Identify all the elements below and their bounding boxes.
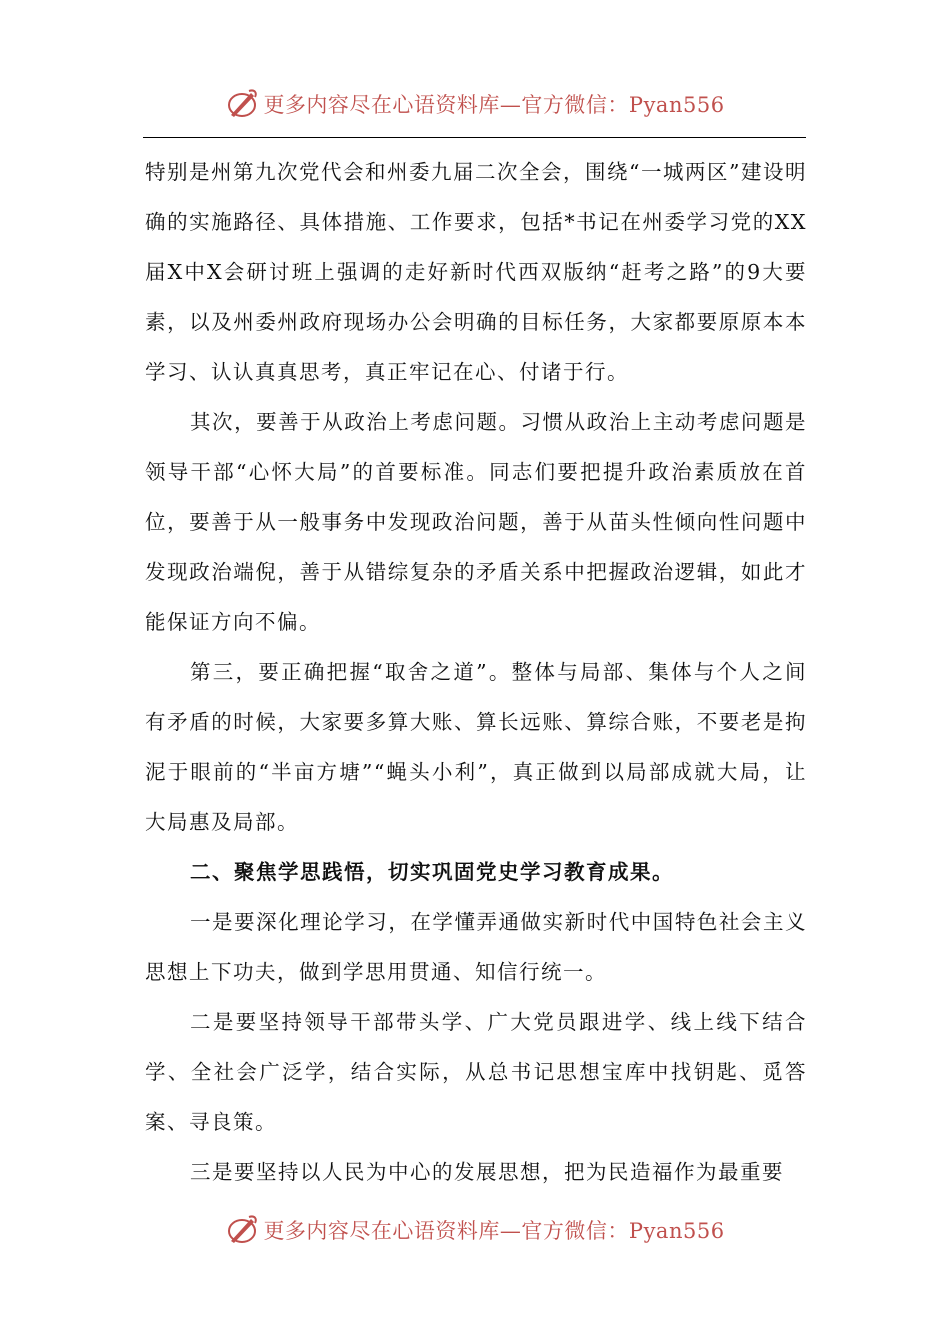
header-banner [0,84,950,124]
quill-pen-icon [225,1213,259,1247]
paragraph-continuation: 特别是州第九次党代会和州委九届二次全会，围绕“一城两区”建设明确的实施路径、具体措施、工作要求，包括*书记在州委学习党的XX届X中X会研讨班上强调的走好新时代西双版纳“赶考之路”的9大要素，以及州委州政府现场办公会明确的目标任务，大家都要原原本本学习、认认真真思考，真正牢记在心、付诸于行。 [145,160,807,384]
header-divider [143,137,806,138]
quill-pen-icon [225,87,259,121]
paragraph: 二是要坚持领导干部带头学、广大党员跟进学、线上线下结合学、全社会广泛学，结合实际，从总书记思想宝库中找钥匙、觅答案、寻良策。 [145,1010,807,1134]
header-banner-text: 更多内容尽在心语资料库—官方微信：Pyan556 [263,93,725,117]
paragraph: 一是要深化理论学习，在学懂弄通做实新时代中国特色社会主义思想上下功夫，做到学思用贯通、知信行统一。 [145,910,807,984]
paragraph: 三是要坚持以人民为中心的发展思想，把为民造福作为最重要 [190,1160,784,1184]
paragraph: 第三，要正确把握“取舍之道”。整体与局部、集体与个人之间有矛盾的时候，大家要多算大账、算长远账、算综合账，不要老是拘泥于眼前的“半亩方塘”“蝇头小利”，真正做到以局部成就大局，让大局惠及局部。 [145,660,807,834]
footer-banner [0,1210,950,1250]
paragraph: 其次，要善于从政治上考虑问题。习惯从政治上主动考虑问题是领导干部“心怀大局”的首要标准。同志们要把提升政治素质放在首位，要善于从一般事务中发现政治问题，善于从苗头性倾向性问题中发现政治端倪，善于从错综复杂的矛盾关系中把握政治逻辑，如此才能保证方向不偏。 [145,410,807,634]
footer-banner-text: 更多内容尽在心语资料库—官方微信：Pyan556 [263,1219,725,1243]
document-body [145,147,807,1197]
section-heading: 二、聚焦学思践悟，切实巩固党史学习教育成果。 [190,860,674,884]
